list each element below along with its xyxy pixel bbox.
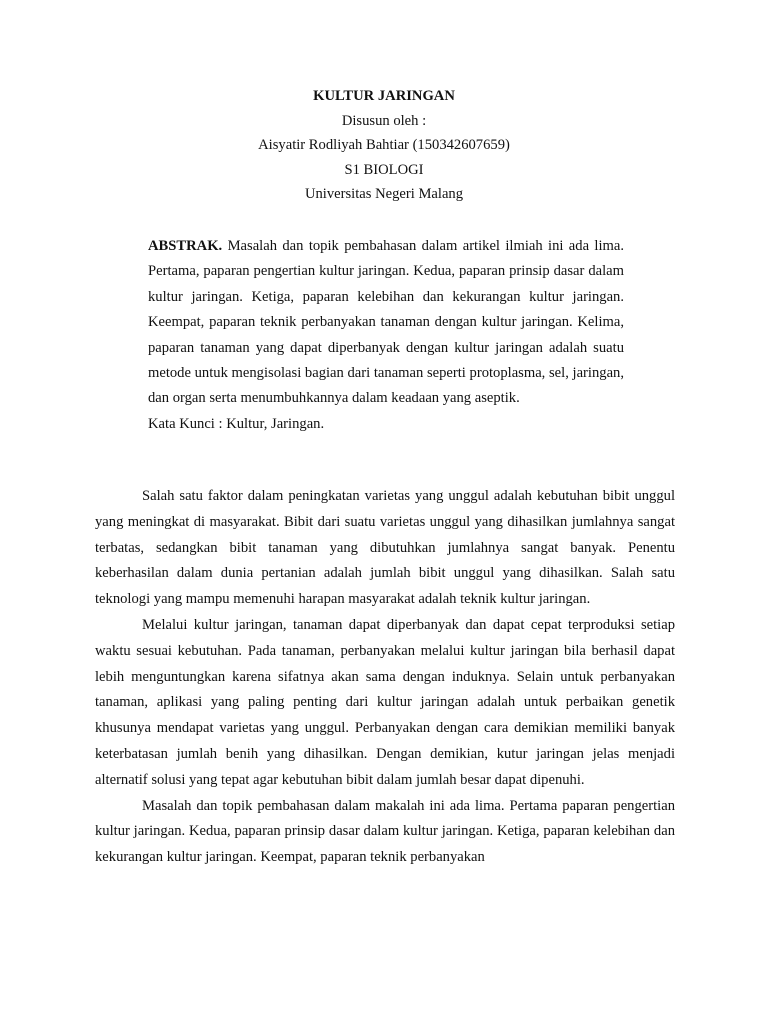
body-paragraph-3: Masalah dan topik pembahasan dalam makalah ini ada lima. Pertama paparan pengertian kultur jaringan. Kedua, paparan prinsip dasar dalam kultur jaringan. Ketiga, paparan kelebihan dan kekurangan kultur jaringan. Keempat, paparan teknik perbanyakan: [95, 797, 675, 866]
university-name: Universitas Negeri Malang: [304, 186, 464, 202]
title-block: [0, 84, 768, 207]
author-line: Aisyatir Rodliyah Bahtiar (150342607659): [258, 137, 510, 153]
compiled-by-label: Disusun oleh :: [341, 112, 427, 129]
abstract-section: [148, 234, 624, 437]
study-program: S1 BIOLOGI: [344, 161, 424, 178]
abstract-paragraph: [148, 234, 624, 412]
abstract-label: ABSTRAK.: [148, 238, 223, 254]
body-section: [95, 484, 675, 871]
body-paragraph-1: Salah satu faktor dalam peningkatan varietas yang unggul adalah kebutuhan bibit unggul yang meningkat di masyarakat. Bibit dari suatu varietas unggul yang dihasilkan jumlahnya sangat terbatas, sedangkan bibit tanaman yang dibutuhkan jumlahnya sangat banyak. Penentu keberhasilan dalam dunia pertanian adalah jumlah bibit unggul yang dihasilkan. Salah satu teknologi yang mampu memenuhi harapan masyarakat adalah teknik kultur jaringan.: [95, 488, 675, 608]
keywords-line: Kata Kunci : Kultur, Jaringan.: [148, 415, 325, 432]
abstract-text: Masalah dan topik pembahasan dalam artikel ilmiah ini ada lima. Pertama, paparan pengertian kultur jaringan. Kedua, paparan prinsip dasar dalam kultur jaringan. Ketiga, paparan kelebihan dan kekurangan kultur jaringan. Keempat, paparan teknik perbanyakan tanaman dengan kultur jaringan. Kelima, paparan tanaman yang dapat diperbanyak dengan kultur jaringan adalah suatu metode untuk mengisolasi bagian dari tanaman seperti protoplasma, sel, jaringan, dan organ serta menumbuhkannya dalam keadaan yang aseptik.: [148, 238, 624, 407]
paper-title: KULTUR JARINGAN: [313, 88, 455, 104]
body-paragraph-2: Melalui kultur jaringan, tanaman dapat diperbanyak dan dapat cepat terproduksi setiap waktu sesuai kebutuhan. Pada tanaman, perbanyakan melalui kultur jaringan bila berhasil dapat lebih menguntungkan karena sifatnya akan sama dengan induknya. Selain untuk perbanyakan tanaman, aplikasi yang paling penting dari kultur jaringan adalah untuk perbaikan genetik khusunya mendapat varietas yang unggul. Perbanyakan dengan cara demikian memiliki banyak keterbatasan jumlah benih yang dihasilkan. Dengan demikian, kutur jaringan jelas menjadi alternatif solusi yang tepat agar kebutuhan bibit dalam jumlah besar dapat dipenuhi.: [95, 616, 675, 788]
